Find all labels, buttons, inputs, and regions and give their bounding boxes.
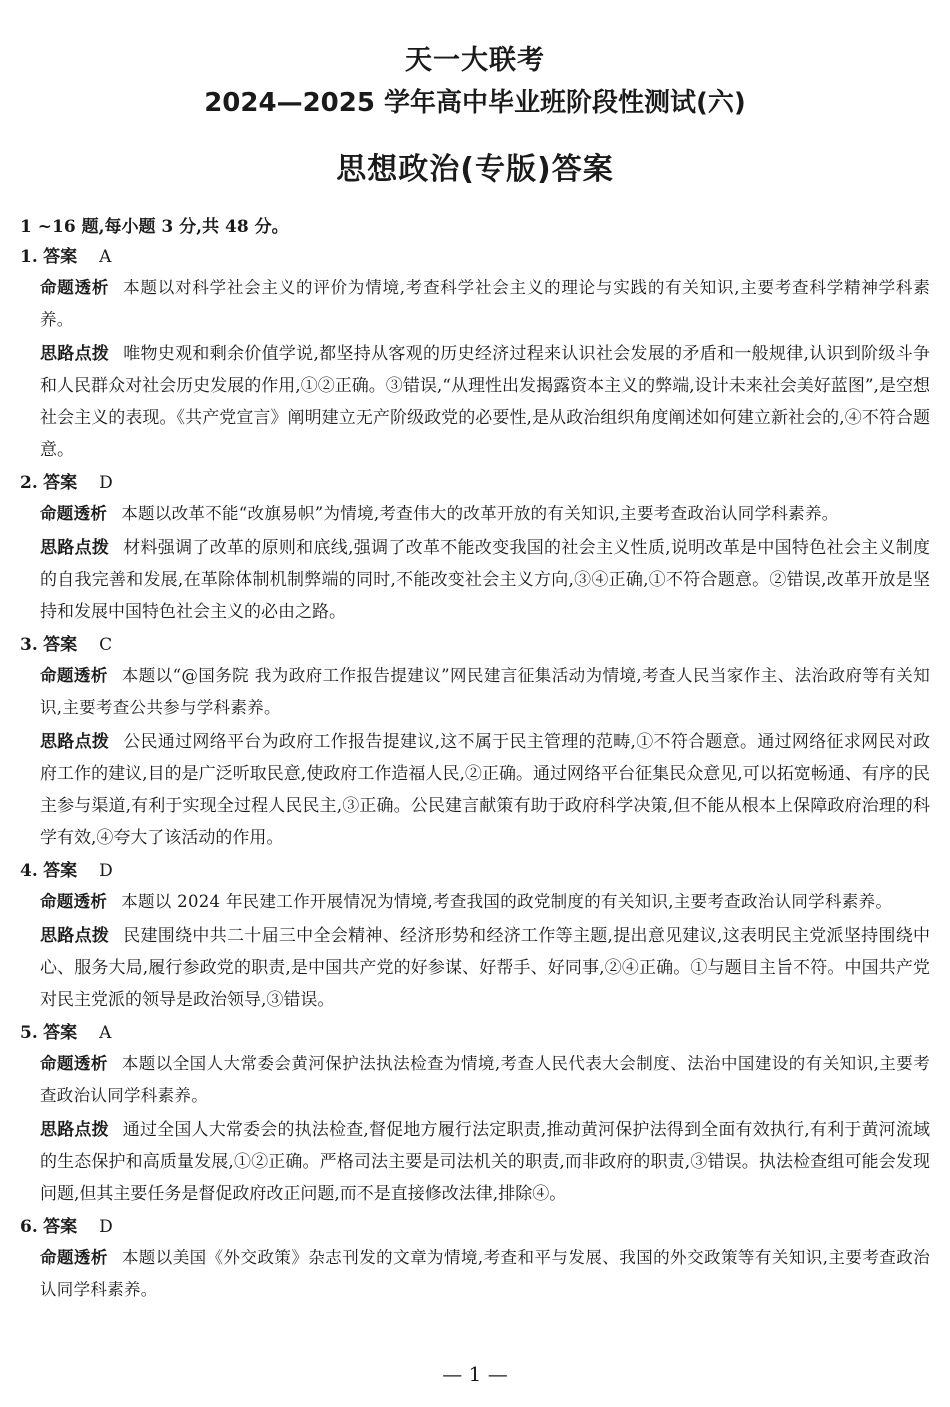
subject-title: 思想政治(专版)答案 (336, 152, 614, 187)
answer-label: 答案 (43, 473, 78, 493)
question-number: 2. (20, 473, 38, 493)
reasoning-text: 唯物史观和剩余价值学说,都坚持从客观的历史经济过程来认识社会发展的矛盾和一般规律,认识到阶级斗争和人民群众对社会历史发展的作用,①②正确。③错误,“从理性出发揭露资本主义的弊端,设计未来社会美好蓝图”,是空想社会主义的表现。《共产党宣言》阐明建立无产阶级政党的必要性,是从政治组织角度阐述如何建立新社会的,④不符合题意。 (40, 344, 931, 460)
analysis-paragraph (40, 1048, 930, 1112)
analysis-label: 命题透析 (40, 278, 110, 297)
question-header (20, 468, 930, 498)
analysis-label: 命题透析 (40, 1054, 108, 1073)
exam-title: 2024—2025 学年高中毕业班阶段性测试(六) (204, 88, 746, 118)
question-header (20, 1212, 930, 1242)
analysis-paragraph (40, 886, 930, 918)
question-number: 5. (20, 1023, 38, 1043)
answer-content (20, 212, 930, 1308)
question-item (20, 468, 930, 628)
question-item (20, 1018, 930, 1210)
reasoning-text: 公民通过网络平台为政府工作报告提建议,这不属于民主管理的范畴,①不符合题意。通过网络征求网民对政府工作的建议,目的是广泛听取民意,使政府工作造福人民,②正确。通过网络平台征集民众意见,可以拓宽畅通、有序的民主参与渠道,有利于实现全过程人民民主,③正确。公民建言献策有助于政府科学决策,但不能从根本上保障政府治理的科学有效,④夸大了该活动的作用。 (40, 732, 931, 848)
page-number: — 1 — (442, 1362, 508, 1386)
answer-label: 答案 (43, 1217, 78, 1237)
analysis-text: 本题以 2024 年民建工作开展情况为情境,考查我国的政党制度的有关知识,主要考查政治认同学科素养。 (121, 892, 893, 911)
answer-label: 答案 (43, 247, 78, 267)
section-intro: 1 ~16 题,每小题 3 分,共 48 分。 (20, 217, 289, 237)
analysis-paragraph (40, 498, 930, 530)
reasoning-label: 思路点拨 (40, 344, 110, 364)
analysis-text: 本题以“@国务院 我为政府工作报告提建议”网民建言征集活动为情境,考查人民当家作主、法治政府等有关知识,主要考查公共参与学科素养。 (40, 666, 930, 717)
answer-value: C (99, 635, 113, 655)
answer-value: A (99, 247, 112, 267)
question-item (20, 856, 930, 1016)
answer-value: D (99, 861, 113, 881)
reasoning-text: 通过全国人大常委会的执法检查,督促地方履行法定职责,推动黄河保护法得到全面有效执行,有利于黄河流域的生态保护和高质量发展,①②正确。严格司法主要是司法机关的职责,而非政府的职责,③错误。执法检查组可能会发现问题,但其主要任务是督促政府改正问题,而不是直接修改法律,排除④。 (40, 1120, 931, 1204)
question-header (20, 1018, 930, 1048)
question-item (20, 1212, 930, 1306)
analysis-label: 命题透析 (40, 892, 108, 911)
analysis-text: 本题以美国《外交政策》杂志刊发的文章为情境,考查和平与发展、我国的外交政策等有关知识,主要考查政治认同学科素养。 (40, 1248, 930, 1299)
answer-value: D (99, 1217, 113, 1237)
reasoning-paragraph (40, 1114, 930, 1210)
answer-value: D (99, 473, 113, 493)
question-number: 6. (20, 1217, 38, 1237)
reasoning-text: 材料强调了改革的原则和底线,强调了改革不能改变我国的社会主义性质,说明改革是中国特色社会主义制度的自我完善和发展,在革除体制机制弊端的同时,不能改变社会主义方向,③④正确,①不符合题意。②错误,改革开放是坚持和发展中国特色社会主义的必由之路。 (40, 538, 931, 622)
question-number: 3. (20, 635, 38, 655)
analysis-paragraph (40, 1242, 930, 1306)
analysis-paragraph (40, 660, 930, 724)
reasoning-paragraph (40, 338, 930, 466)
question-header (20, 242, 930, 272)
analysis-label: 命题透析 (40, 504, 108, 523)
reasoning-label: 思路点拨 (40, 926, 110, 946)
reasoning-paragraph (40, 726, 930, 854)
reasoning-label: 思路点拨 (40, 732, 110, 752)
answer-label: 答案 (43, 635, 78, 655)
answer-label: 答案 (43, 1023, 78, 1043)
answer-label: 答案 (43, 861, 78, 881)
reasoning-label: 思路点拨 (40, 538, 110, 558)
analysis-label: 命题透析 (40, 1248, 108, 1267)
analysis-text: 本题以全国人大常委会黄河保护法执法检查为情境,考查人民代表大会制度、法治中国建设的有关知识,主要考查政治认同学科素养。 (40, 1054, 930, 1105)
question-item (20, 242, 930, 466)
answer-value: A (99, 1023, 112, 1043)
analysis-paragraph (40, 272, 930, 336)
exam-series-title: 天一大联考 (405, 45, 545, 76)
question-number: 4. (20, 861, 38, 881)
analysis-label: 命题透析 (40, 666, 108, 685)
question-header (20, 856, 930, 886)
reasoning-paragraph (40, 920, 930, 1016)
reasoning-text: 民建围绕中共二十届三中全会精神、经济形势和经济工作等主题,提出意见建议,这表明民主党派坚持围绕中心、服务大局,履行参政党的职责,是中国共产党的好参谋、好帮手、好同事,②④正确。①与题目主旨不符。中国共产党对民主党派的领导是政治领导,③错误。 (40, 926, 931, 1010)
analysis-text: 本题以改革不能“改旗易帜”为情境,考查伟大的改革开放的有关知识,主要考查政治认同学科素养。 (121, 504, 839, 523)
reasoning-paragraph (40, 532, 930, 628)
reasoning-label: 思路点拨 (40, 1120, 109, 1140)
question-number: 1. (20, 247, 38, 267)
question-item (20, 630, 930, 854)
analysis-text: 本题以对科学社会主义的评价为情境,考查科学社会主义的理论与实践的有关知识,主要考查科学精神学科素养。 (40, 278, 930, 329)
question-header (20, 630, 930, 660)
